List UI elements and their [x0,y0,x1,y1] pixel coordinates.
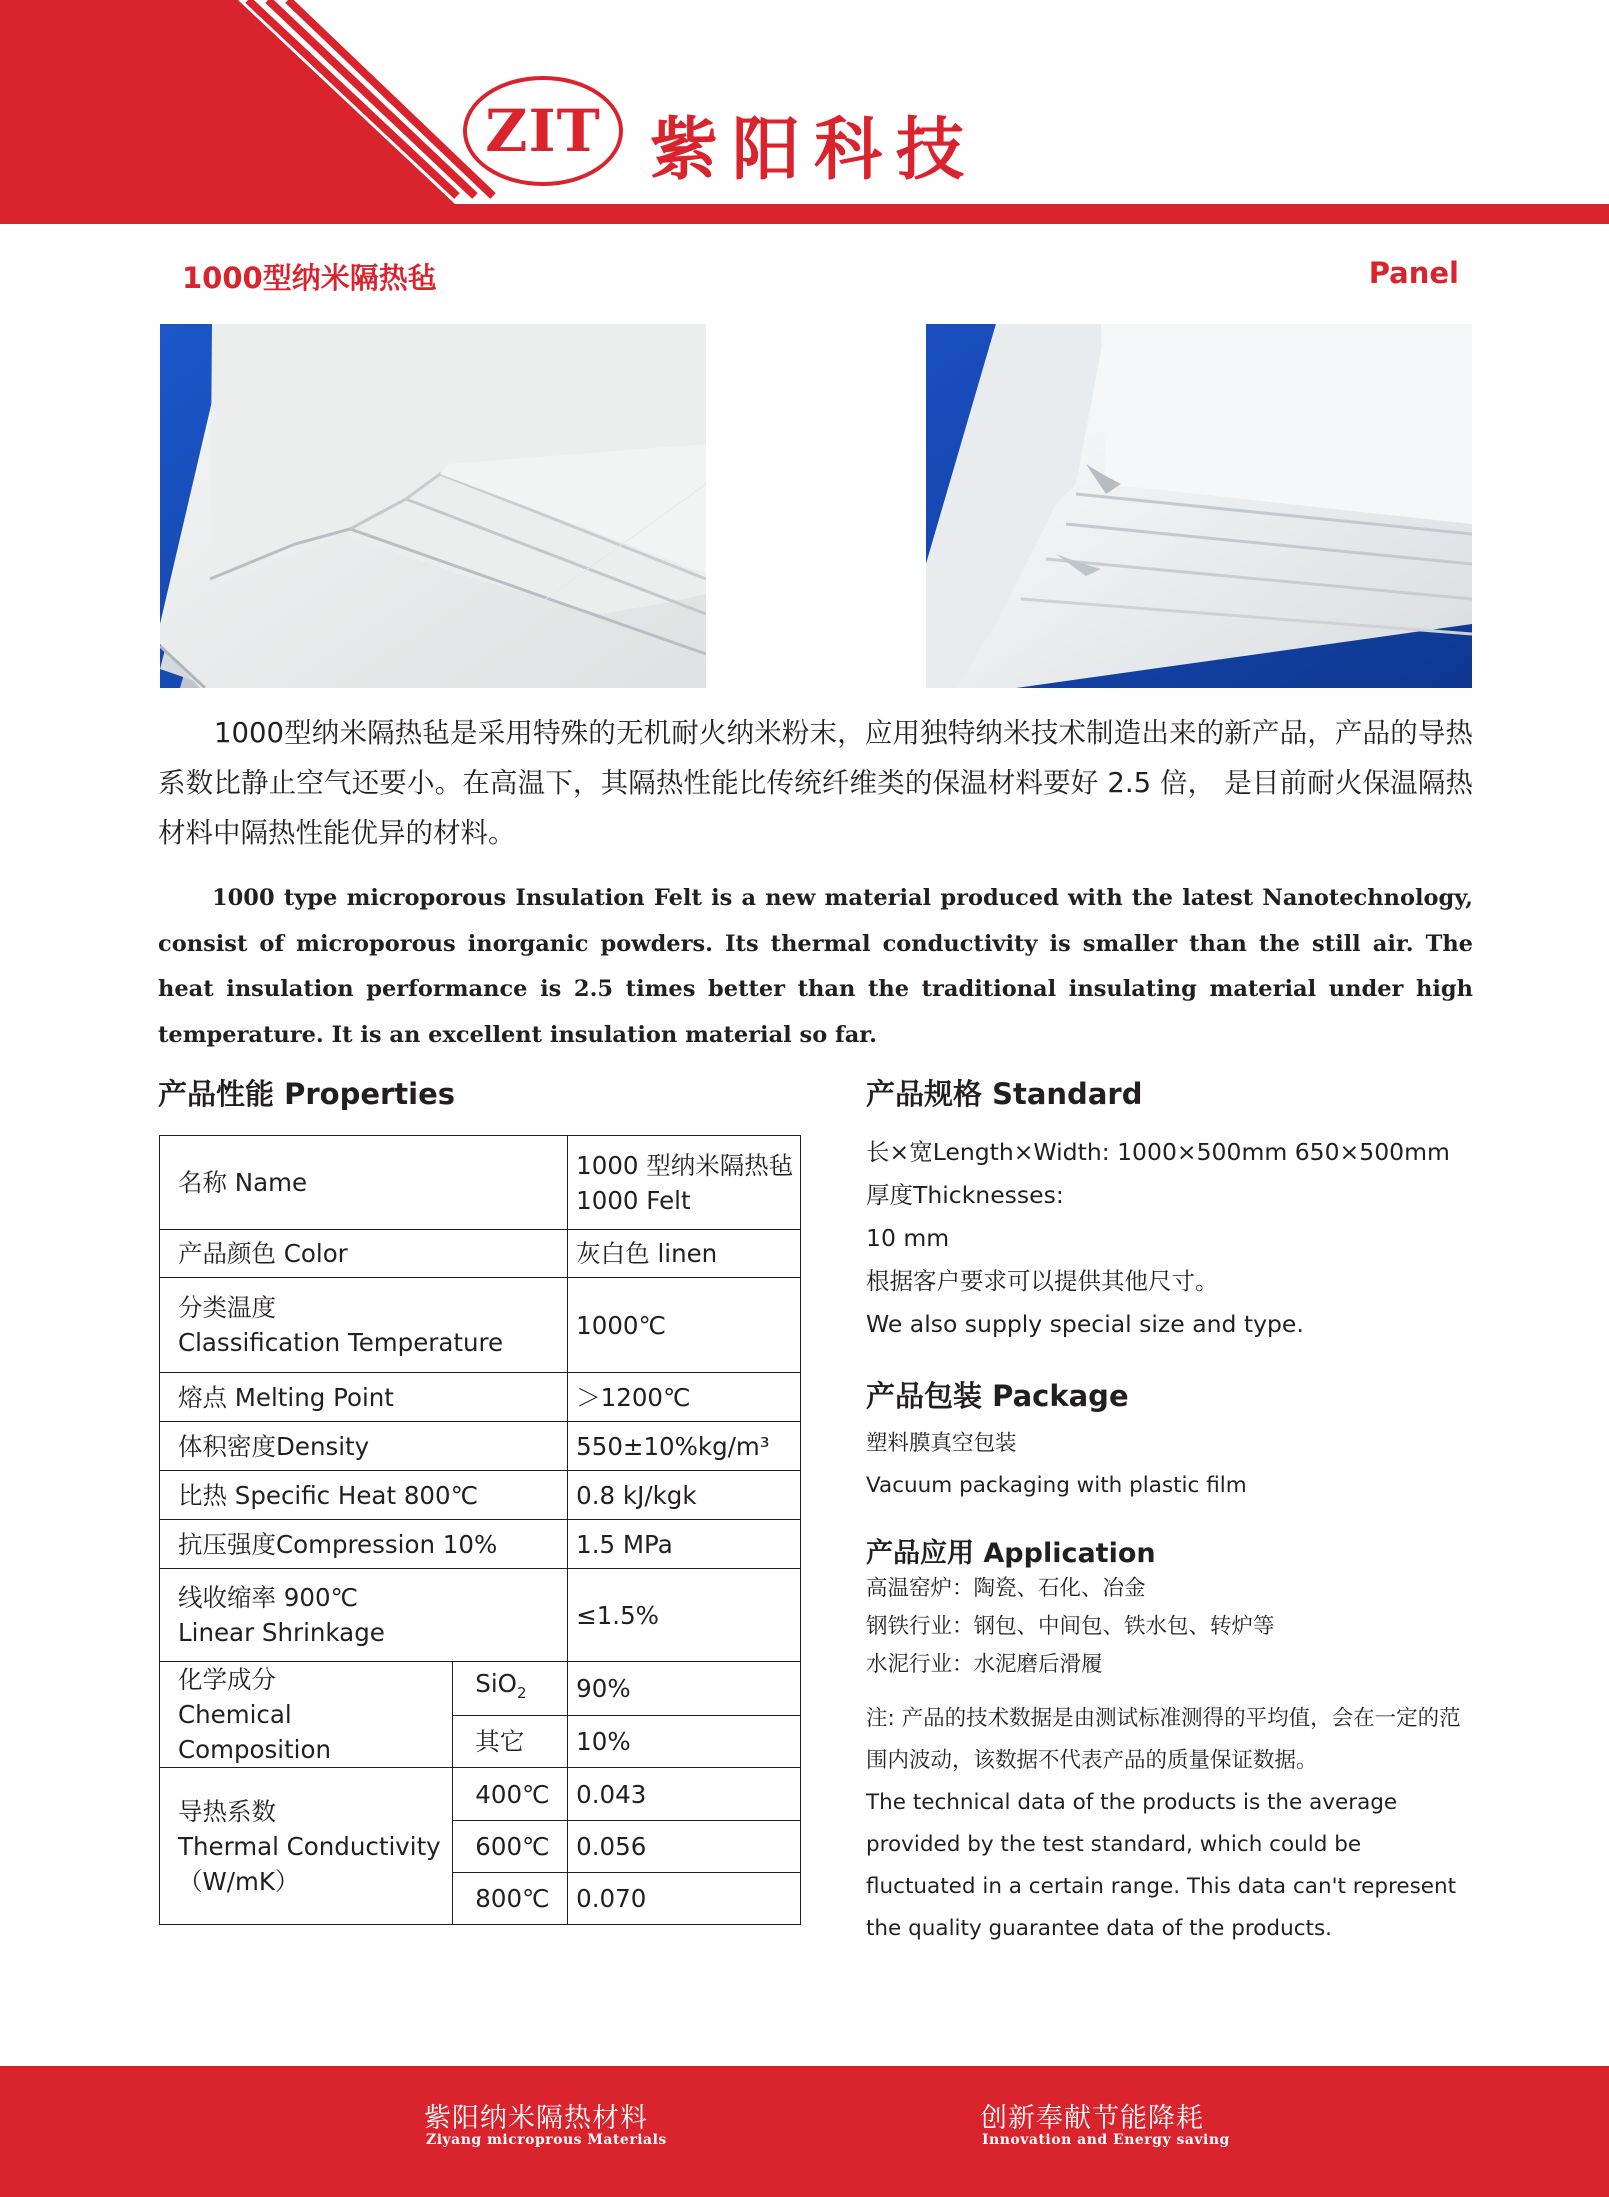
application-line-3: 水泥行业：水泥磨后滑履 [866,1652,1103,1677]
table-row [160,1422,801,1471]
property-label: 熔点 Melting Point [160,1373,568,1422]
tc-temp: 600℃ [453,1821,568,1873]
table-row [160,1471,801,1520]
tc-temp: 400℃ [453,1768,568,1821]
chem-label-cn: 化学成分 [178,1665,276,1694]
footer-slogan-right-en: Innovation and Energy saving [982,2132,1230,2148]
property-label: 抗压强度Compression 10% [160,1520,568,1569]
note-en: The technical data of the products is the average provided by the test standard, which could be fluctuated in a certain range. This data can't represent the quality guarantee data of the products. [866,1790,1457,1941]
shrinkage-label-cn: 线收缩率 900℃ [178,1583,359,1612]
table-row [160,1278,801,1373]
table-row [160,1136,801,1230]
footer-slogan-right-cn: 创新奉献节能降耗 [980,2103,1204,2134]
table-row [160,1768,801,1821]
package-en: Vacuum packaging with plastic film [866,1473,1247,1498]
property-value: 灰白色 linen [568,1230,801,1278]
table-row [160,1569,801,1662]
chem-other: 其它 [453,1715,568,1768]
property-label [160,1662,453,1768]
property-label [160,1278,568,1373]
property-value [568,1136,801,1230]
sio2-label: SiO [475,1668,517,1698]
property-value: 1000℃ [568,1278,801,1373]
name-value-cn: 1000 型纳米隔热毡 [576,1150,794,1180]
property-label: 产品颜色 Color [160,1230,568,1278]
shrinkage-label-en: Linear Shrinkage [178,1618,385,1647]
chem-sio2 [453,1662,568,1716]
product-title: 1000型纳米隔热毡 [182,261,437,295]
right-column [866,1072,1476,1950]
property-value: 1.5 MPa [568,1520,801,1569]
property-label: 名称 Name [160,1136,568,1230]
property-value: 0.070 [568,1873,801,1925]
tc-label-en: Thermal Conductivity [178,1831,441,1861]
standard-custom-en: We also supply special size and type. [866,1310,1304,1338]
property-label: 比热 Specific Heat 800℃ [160,1471,568,1520]
table-row [160,1662,801,1716]
sio2-subscript: 2 [516,1683,527,1702]
chem-label-en: Chemical Composition [178,1700,332,1764]
footer-slogan-left-cn: 紫阳纳米隔热材料 [424,2103,648,2134]
property-label [160,1569,568,1662]
standard-thickness-value: 10 mm [866,1224,950,1252]
package-cn: 塑料膜真空包装 [866,1431,1017,1456]
standard-custom-cn: 根据客户要求可以提供其他尺寸。 [866,1267,1219,1295]
description-chinese: 1000型纳米隔热毡是采用特殊的无机耐火纳米粉末，应用独特纳米技术制造出来的新产品，产品的导热系数比静止空气还要小。在高温下，其隔热性能比传统纤维类的保温材料要好 2.5 倍， 是目前耐火保温隔热材料中隔热性能优异的材料。 [158,717,1473,849]
application-line-1: 高温窑炉：陶瓷、石化、冶金 [866,1576,1146,1601]
properties-table [159,1135,801,1925]
tc-label-unit: （W/mK） [178,1866,300,1896]
property-value: 0.8 kJ/kgk [568,1471,801,1520]
property-value: 0.043 [568,1768,801,1821]
table-row [160,1373,801,1422]
property-value: 550±10%kg/m³ [568,1422,801,1471]
tc-label-cn: 导热系数 [178,1796,276,1826]
page-header [0,0,1609,224]
tc-temp: 800℃ [453,1873,568,1925]
standard-heading: 产品规格 Standard [866,1077,1143,1111]
logo-text: ZIT [485,97,601,165]
application-heading: 产品应用 Application [866,1538,1156,1569]
class-temp-label-en: Classification Temperature [178,1328,504,1357]
application-line-2: 钢铁行业：钢包、中间包、铁水包、转炉等 [866,1614,1275,1639]
name-value-en: 1000 Felt [576,1185,691,1215]
properties-heading: 产品性能 Properties [158,1077,456,1111]
property-value: 10% [568,1715,801,1768]
property-value: ＞1200℃ [568,1373,801,1422]
page-footer [0,2066,1609,2197]
property-label [160,1768,453,1925]
property-value: 90% [568,1662,801,1716]
property-label: 体积密度Density [160,1422,568,1471]
note-cn: 注: 产品的技术数据是由测试标准测得的平均值，会在一定的范围内波动，该数据不代表产品的质量保证数据。 [866,1706,1461,1773]
table-row [160,1520,801,1569]
property-value: ≤1.5% [568,1569,801,1662]
product-photo-wrapped-panels [926,324,1472,688]
company-name: 紫阳科技 [650,110,979,190]
class-temp-label-cn: 分类温度 [178,1293,276,1322]
standard-thickness-label: 厚度Thicknesses: [866,1181,1064,1209]
footer-slogan-left-en: Ziyang microprous Materials [426,2132,667,2148]
table-row [160,1230,801,1278]
description-english: 1000 type microporous Insulation Felt is a new material produced with the latest Nanotechnology, consist of microporous inorganic powders. Its thermal conductivity is smaller than the still air. The heat insulation performance is 2.5 times better than the traditional insulating material under high temperature. It is an excellent insulation material so far. [158,885,1473,1048]
product-photo-stacked-panels [160,324,706,688]
company-logo [463,76,623,186]
standard-size: 长×宽Length×Width: 1000×500mm 650×500mm [866,1138,1450,1166]
panel-label: Panel [1368,256,1459,290]
package-heading: 产品包装 Package [866,1379,1129,1413]
property-value: 0.056 [568,1821,801,1873]
